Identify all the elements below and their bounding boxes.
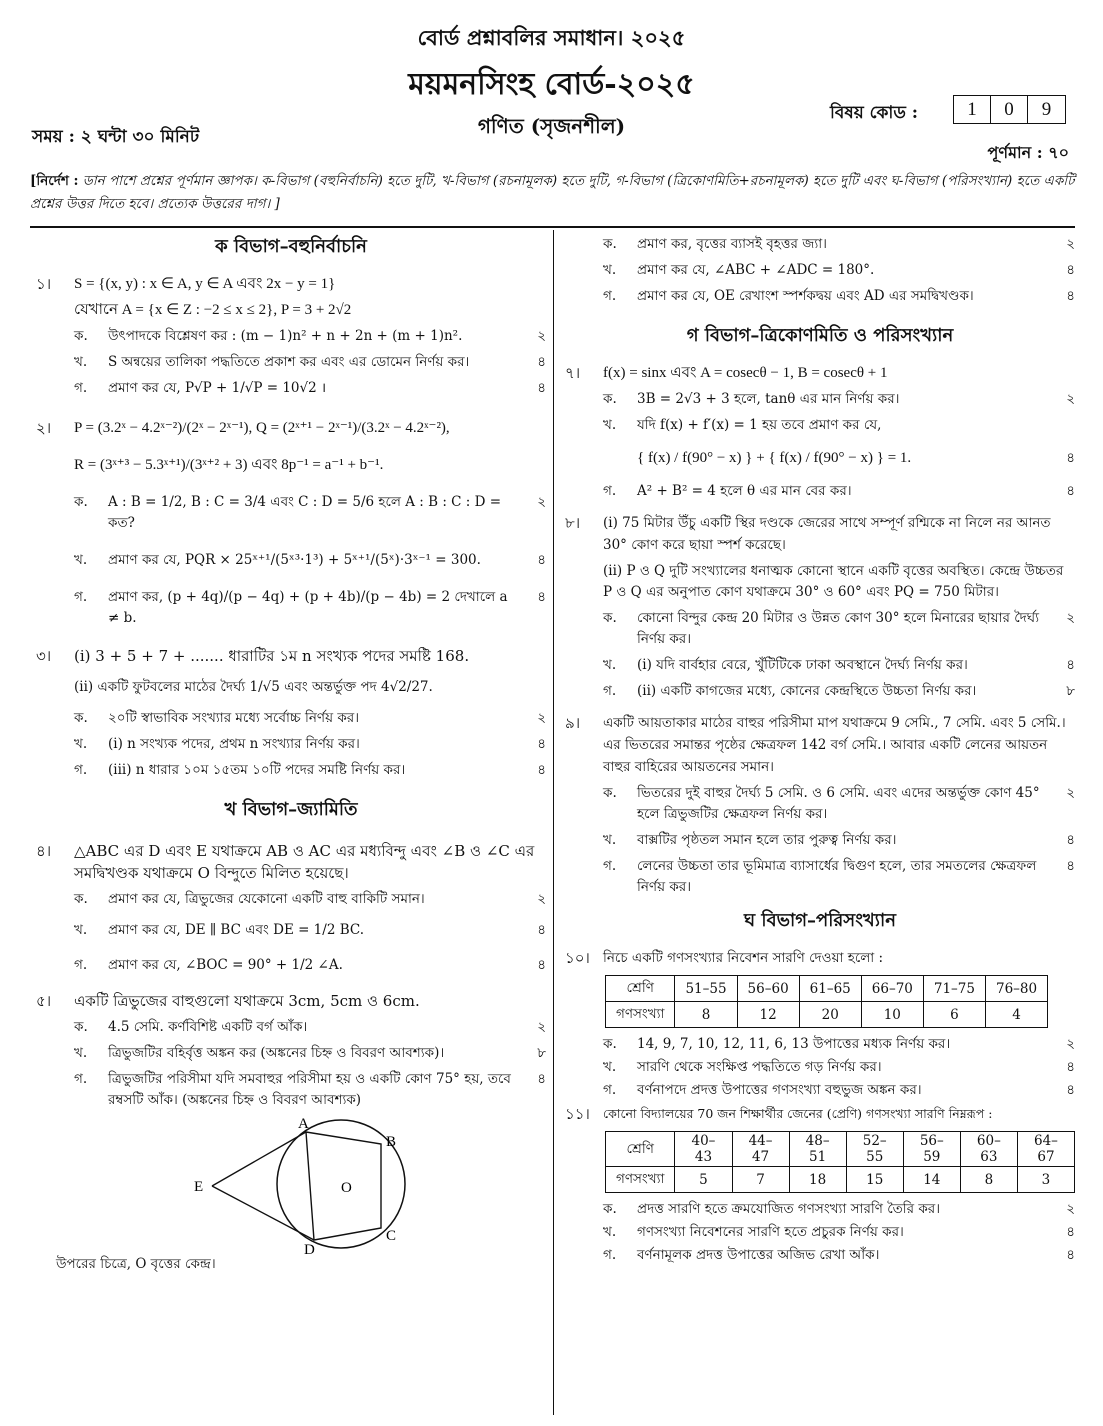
sub-question: গ. ত্রিভুজটির পরিসীমা যদি সমবাহুর পরিসীমা হয় ও একটি কোণ 75° হয়, তবে রম্বসটি আঁক। (অঙ্কনের চিহ্ন ও বিবরণ আবশ্যক) ৪: [36, 1069, 546, 1111]
table-cell: 61–65: [799, 976, 861, 1002]
sub-question: গ. প্রমাণ কর যে, ∠BOC = 90° + 1/2 ∠A. ৪: [36, 955, 546, 976]
question-stem: P = (3.2ˣ − 4.2ˣ⁻²)/(2ˣ − 2ˣ⁻¹), Q = (2ˣ⁺¹ − 2ˣ⁻¹)/(3.2ˣ − 4.2ˣ⁻²),: [74, 420, 450, 436]
exam-time: সময় : ২ ঘন্টা ৩০ মিনিট: [32, 127, 200, 147]
sub-question: ক. A : B = 1/2, B : C = 3/4 এবং C : D = 5/6 হলে A : B : C : D = কত? ২: [36, 492, 546, 534]
mark: ২: [537, 891, 546, 907]
sub-question: খ. প্রমাণ কর যে, PQR × 25ˣ⁺¹/(5ˣ³·1³) + 5ˣ⁺¹/(5ˣ)·3ˣ⁻¹ = 300. ৪: [36, 550, 546, 571]
mark: ২: [1066, 785, 1075, 801]
sub-question: খ. (i) যদি বার্বহার বেরে, খুঁটিটিকে ঢাকা অবস্থানে দৈর্ঘ্য নির্ণয় কর। ৪: [565, 655, 1075, 676]
question-stem: কোনো বিদ্যালয়ের 70 জন শিক্ষার্থীর জেনের (প্রেণি) গণসংখ্যা সারণি নিম্নরূপ :: [603, 1106, 993, 1121]
mark: ৪: [1066, 832, 1075, 848]
mark: ২: [537, 328, 546, 344]
label-e: E: [194, 1179, 204, 1195]
question-number: ৩।: [36, 647, 52, 665]
mark: ৪: [1066, 288, 1075, 304]
mark: ৪: [537, 380, 546, 396]
mark: ৮: [537, 1045, 546, 1061]
mark: ৪: [537, 957, 546, 973]
section-gha-title: ঘ বিভাগ–পরিসংখ্যান: [744, 910, 896, 931]
table-cell: 18: [789, 1167, 846, 1193]
section-ka-title: ক বিভাগ–বহুনির্বাচনি: [215, 236, 367, 257]
label-a: A: [298, 1116, 309, 1132]
sub-question: { f(x) / f(90° − x) } + { f(x) / f(90° − x) } = 1. ৪: [565, 448, 1075, 469]
question-stem: △ABC এর D এবং E যথাক্রমে AB ও AC এর মধ্যবিন্দু এবং ∠B ও ∠C এর সমদ্বিখণ্ডক যথাক্রমে O বিন্দুতে মিলিত হয়েছে।: [74, 842, 535, 882]
question-11: [565, 1103, 1075, 1125]
subject-code-label: বিষয় কোড :: [830, 103, 919, 123]
sub-question: খ. প্রমাণ কর যে, DE ∥ BC এবং DE = 1/2 BC. ৪: [36, 920, 546, 941]
label-o: O: [341, 1180, 352, 1196]
table-cell: 51–55: [675, 976, 737, 1002]
question-8: [565, 512, 1075, 556]
sub-question: ক. 3B = 2√3 + 3 হলে, tanθ এর মান নির্ণয় কর। ২: [565, 389, 1075, 410]
table-cell: 52–55: [846, 1132, 903, 1167]
mark: ৮: [1066, 683, 1075, 699]
table-cell: 3: [1017, 1167, 1074, 1193]
sub-question: গ. প্রমাণ কর যে, P√P + 1/√P = 10√2 । ৪: [36, 378, 546, 399]
table-cell: 44–47: [732, 1132, 789, 1167]
question-number: ৭।: [565, 364, 581, 382]
mark: ৪: [1066, 450, 1075, 466]
sub-question: ক. 4.5 সেমি. কর্ণবিশিষ্ট একটি বর্গ আঁক। ২: [36, 1017, 546, 1038]
code-digit: 1: [954, 96, 991, 123]
question-number: ২।: [36, 419, 52, 437]
mark: ৪: [537, 736, 546, 752]
mark: ৪: [1066, 657, 1075, 673]
mark: ৪: [1066, 858, 1075, 874]
question-stem-2: (ii) একটি ফুটবলের মাঠের দৈর্ঘ্য 1/√5 এবং অন্তর্ভুক্ত পদ 4√2/27.: [74, 679, 433, 695]
mark: ২: [1066, 391, 1075, 407]
sub-question: গ. (ii) একটি কাগজের মধ্যে, কোনের কেন্দ্রস্থিতে উচ্চতা নির্ণয় কর। ৮: [565, 681, 1075, 702]
question-10: [565, 947, 1075, 969]
question-number: ৫।: [36, 992, 52, 1010]
sub-question: গ. বর্ণনামূলক প্রদত্ত উপাত্তের অজিভ রেখা আঁক। ৪: [565, 1245, 1075, 1266]
table-cell: 64–67: [1017, 1132, 1074, 1167]
table-row: [606, 1132, 1075, 1167]
sub-question: খ. ত্রিভুজটির বহির্বৃত্ত অঙ্কন কর (অঙ্কনের চিহ্ন ও বিবরণ আবশ্যক)। ৮: [36, 1043, 546, 1064]
mark: ২: [537, 710, 546, 726]
question-number: ৪।: [36, 842, 52, 860]
table-cell: গণসংখ্যা: [606, 1167, 675, 1193]
table-row: [606, 1002, 1048, 1028]
mark: ২: [537, 1019, 546, 1035]
table-cell: গণসংখ্যা: [606, 1002, 675, 1028]
table-cell: 4: [985, 1002, 1047, 1028]
header-divider: [30, 226, 1075, 228]
mark: ২: [1066, 1036, 1075, 1052]
table-row: [606, 976, 1048, 1002]
figure-caption: উপরের চিত্রে, O বৃত্তের কেন্দ্র।: [56, 1256, 216, 1272]
section-kha-title: খ বিভাগ–জ্যামিতি: [224, 799, 358, 820]
table-cell: 12: [737, 1002, 799, 1028]
question-stem: নিচে একটি গণসংখ্যার নিবেশন সারণি দেওয়া হলো :: [603, 950, 884, 966]
mark: [1057, 415, 1075, 436]
mark: ৪: [537, 1071, 546, 1087]
table-row: [606, 1167, 1075, 1193]
table-cell: 56–60: [737, 976, 799, 1002]
table-cell: শ্রেণি: [606, 1132, 675, 1167]
mark: ২: [1066, 236, 1075, 252]
table-cell: 48–51: [789, 1132, 846, 1167]
table-cell: 15: [846, 1167, 903, 1193]
section-ga-title: গ বিভাগ–ত্রিকোণমিতি ও পরিসংখ্যান: [686, 325, 954, 346]
question-stem: S = {(x, y) : x ∈ A, y ∈ A এবং 2x − y = 1}: [74, 276, 336, 292]
sub-question: গ. বর্ণনাপদে প্রদত্ত উপাত্তের গণসংখ্যা বহুভুজ অঙ্কন কর। ৪: [565, 1080, 1075, 1101]
table-cell: 8: [675, 1002, 737, 1028]
sub-question: ক. প্রদত্ত সারণি হতে ক্রমযোজিত গণসংখ্যা সারণি তৈরি কর। ২: [565, 1199, 1075, 1220]
mark: ২: [1066, 1201, 1075, 1217]
mark: ৪: [537, 354, 546, 370]
code-digit: 0: [991, 96, 1028, 123]
table-cell: 76–80: [985, 976, 1047, 1002]
mark: ৪: [1066, 262, 1075, 278]
question-number: ১।: [36, 275, 52, 293]
mark: ৪: [537, 589, 546, 605]
exam-header: [0, 0, 1103, 222]
question-number: ১১।: [565, 1105, 590, 1123]
question-7: [565, 362, 1075, 384]
tangent-ea: [212, 1132, 306, 1186]
sub-question: ক. কোনো বিন্দুর কেন্দ্র 20 মিটার ও উন্নত কোণ 30° হলে মিনারের ছায়ার দৈর্ঘ্য নির্ণয় কর। ২: [565, 608, 1075, 650]
label-b: B: [386, 1134, 397, 1150]
mark: ৪: [537, 552, 546, 568]
frequency-table-11: [605, 1131, 1075, 1193]
sub-question: ক. প্রমাণ কর, বৃত্তের ব্যাসই বৃহত্তর জ্যা। ২: [565, 234, 1075, 255]
mark: ৪: [537, 762, 546, 778]
sub-question: ক. উৎপাদকে বিশ্লেষণ কর : (m − 1)n² + n + 2n + (m + 1)n². ২: [36, 326, 546, 347]
question-3: [36, 645, 546, 667]
code-digit: 9: [1041, 99, 1052, 120]
sub-question: গ. প্রমাণ কর, (p + 4q)/(p − 4q) + (p + 4b)/(p − 4b) = 2 দেখালে a ≠ b. ৪: [36, 587, 546, 629]
label-d: D: [304, 1242, 315, 1256]
mark: ২: [537, 494, 546, 510]
sub-question: খ. S অন্বয়ের তালিকা পদ্ধতিতে প্রকাশ কর এবং এর ডোমেন নির্ণয় কর। ৪: [36, 352, 546, 373]
question-5: [36, 990, 546, 1012]
question-stem-2: (ii) P ও Q দুটি সংখ্যালের ধনাত্মক কোনো স্থানে একটি বৃত্তের অবস্থিত। কেন্দ্রে উচ্চতর P ও Q এর অনুপাত কোণ যথাক্রমে 30° ও 60° এবং PQ = 750 মিটার।: [603, 563, 1064, 600]
table-cell: 71–75: [923, 976, 985, 1002]
sub-question: খ. যদি f(x) + f′(x) = 1 হয় তবে প্রমাণ কর যে,: [565, 415, 1075, 436]
sub-question: ক. 14, 9, 7, 10, 12, 11, 6, 13 উপাত্তের মধ্যক নির্ণয় কর। ২: [565, 1034, 1075, 1055]
sub-question: গ. A² + B² = 4 হলে θ এর মান বের কর। ৪: [565, 481, 1075, 502]
mark: ৪: [1066, 1224, 1075, 1240]
question-stem: f(x) = sinx এবং A = cosecθ − 1, B = cosecθ + 1: [603, 365, 888, 381]
sub-question: খ. প্রমাণ কর যে, ∠ABC + ∠ADC = 180°. ৪: [565, 260, 1075, 281]
left-column: [36, 232, 546, 1280]
sub-question: গ. লেনের উচ্চতা তার ভূমিমাত্র ব্যাসার্ধের দ্বিগুণ হলে, তার সমতলের ক্ষেত্রফল নির্ণয় কর। ৪: [565, 856, 1075, 898]
mark: ২: [1066, 610, 1075, 626]
table-cell: 40–43: [675, 1132, 732, 1167]
question-4: [36, 840, 546, 884]
subject-code-boxes: [953, 95, 1066, 124]
tangent-ed: [212, 1186, 314, 1240]
mark: ৪: [1066, 483, 1075, 499]
question-stem-2: যেখানে A = {x ∈ Z : −2 ≤ x ≤ 2}, P = 3 + 2√2: [74, 302, 352, 318]
sub-question: ক. প্রমাণ কর যে, ত্রিভুজের যেকোনো একটি বাহু বাকিটি সমান। ২: [36, 889, 546, 910]
question-stem: একটি ত্রিভুজের বাহুগুলো যথাক্রমে 3cm, 5cm ও 6cm.: [74, 992, 420, 1010]
frequency-table-10: [605, 975, 1048, 1028]
sub-question: ক. ভিতরের দুই বাহুর দৈর্ঘ্য 5 সেমি. ও 6 সেমি. এবং এদের অন্তর্ভুক্ত কোণ 45° হলে ত্রিভুজটির ক্ষেত্রফল নির্ণয় কর। ২: [565, 783, 1075, 825]
table-cell: 66–70: [861, 976, 923, 1002]
question-stem: একটি আয়তাকার মাঠের বাহুর পরিসীমা মাপ যথাক্রমে 9 সেমি., 7 সেমি. এবং 5 সেমি.। এর ভিতরের সমান্তর পৃষ্ঠের ক্ষেত্রফল 142 বর্গ সেমি.। আবার একটি লেনের আয়তন বাহুর বাহিরের আয়তনের সমান।: [603, 715, 1066, 775]
table-cell: 56–59: [903, 1132, 960, 1167]
full-marks: পূর্ণমান : ৭০: [987, 143, 1069, 162]
mark: ৪: [1066, 1247, 1075, 1263]
right-column: [565, 232, 1075, 1268]
top-title: বোর্ড প্রশ্নাবলির সমাধান। ২০২৫: [417, 25, 686, 50]
table-cell: 14: [903, 1167, 960, 1193]
table-cell: 10: [861, 1002, 923, 1028]
sub-question: ক. ২০টি স্বাভাবিক সংখ্যার মধ্যে সর্বোচ্চ নির্ণয় কর। ২: [36, 708, 546, 729]
table-cell: 7: [732, 1167, 789, 1193]
instruction: [30, 170, 1075, 216]
board-title: ময়মনসিংহ বোর্ড-২০২৫: [408, 67, 695, 102]
sub-question: খ. (i) n সংখ্যক পদের, প্রথম n সংখ্যার নির্ণয় কর। ৪: [36, 734, 546, 755]
sub-question: খ. বাক্সটির পৃষ্ঠতল সমান হলে তার পুরুত্ব নির্ণয় কর। ৪: [565, 830, 1075, 851]
subject-title: গণিত (সৃজনশীল): [477, 114, 626, 138]
question-stem-2: R = (3ˣ⁺³ − 5.3ˣ⁺¹)/(3ˣ⁺² + 3) এবং 8p⁻¹ = a⁻¹ + b⁻¹.: [74, 457, 384, 473]
table-cell: 60–63: [960, 1132, 1017, 1167]
sub-question: খ. গণসংখ্যা নিবেশনের সারণি হতে প্রচুরক নির্ণয় কর। ৪: [565, 1222, 1075, 1243]
question-2: [36, 417, 546, 439]
question-number: ১০।: [565, 949, 590, 967]
circle-figure: [36, 1116, 546, 1256]
column-divider: [553, 230, 554, 1415]
label-c: C: [386, 1228, 397, 1244]
mark: ৪: [537, 922, 546, 938]
question-stem: (i) 3 + 5 + 7 + ....... ধারাটির ১ম n সংখ্যক পদের সমষ্টি 168.: [74, 647, 470, 665]
question-9: [565, 712, 1075, 778]
instruction-label: [নির্দেশ :: [30, 173, 79, 189]
question-1: [36, 273, 546, 295]
sub-question: গ. (iii) n ধারার ১০ম ১৫তম ১০টি পদের সমষ্টি নির্ণয় কর। ৪: [36, 760, 546, 781]
sub-question: খ. সারণি থেকে সংক্ষিপ্ত পদ্ধতিতে গড় নির্ণয় কর। ৪: [565, 1057, 1075, 1078]
mark: ৪: [1066, 1059, 1075, 1075]
table-cell: 20: [799, 1002, 861, 1028]
table-cell: 8: [960, 1167, 1017, 1193]
table-cell: শ্রেণি: [606, 976, 675, 1002]
question-number: ৮।: [565, 514, 581, 532]
question-number: ৯।: [565, 714, 581, 732]
mark: ৪: [1066, 1082, 1075, 1098]
question-stem: (i) 75 মিটার উঁচু একটি স্থির দণ্ডকে জেরের সাথে সম্পূর্ণ রশ্মিকে না নিলে নর আনত 30° কোণ করে ছায়া স্পর্শ করেছে।: [603, 515, 1051, 553]
sub-question: গ. প্রমাণ কর যে, OE রেখাংশ স্পর্শকদ্বয় এবং AD এর সমদ্বিখণ্ডক। ৪: [565, 286, 1075, 307]
table-cell: 6: [923, 1002, 985, 1028]
instruction-text: ডান পাশে প্রশ্নের পূর্ণমান জ্ঞাপক। ক-বিভাগ (বহুনির্বাচনি) হতে দুটি, খ-বিভাগ (রচনামূলক) হতে দুটি, গ-বিভাগ (ত্রিকোণমিতি+রচনামূলক) হতে দুটি এবং ঘ-বিভাগ (পরিসংখ্যান) হতে একটি প্রশ্নের উত্তর দিতে হবে। প্রত্যেক উত্তরের দাগ। ]: [30, 173, 1075, 212]
table-cell: 5: [675, 1167, 732, 1193]
